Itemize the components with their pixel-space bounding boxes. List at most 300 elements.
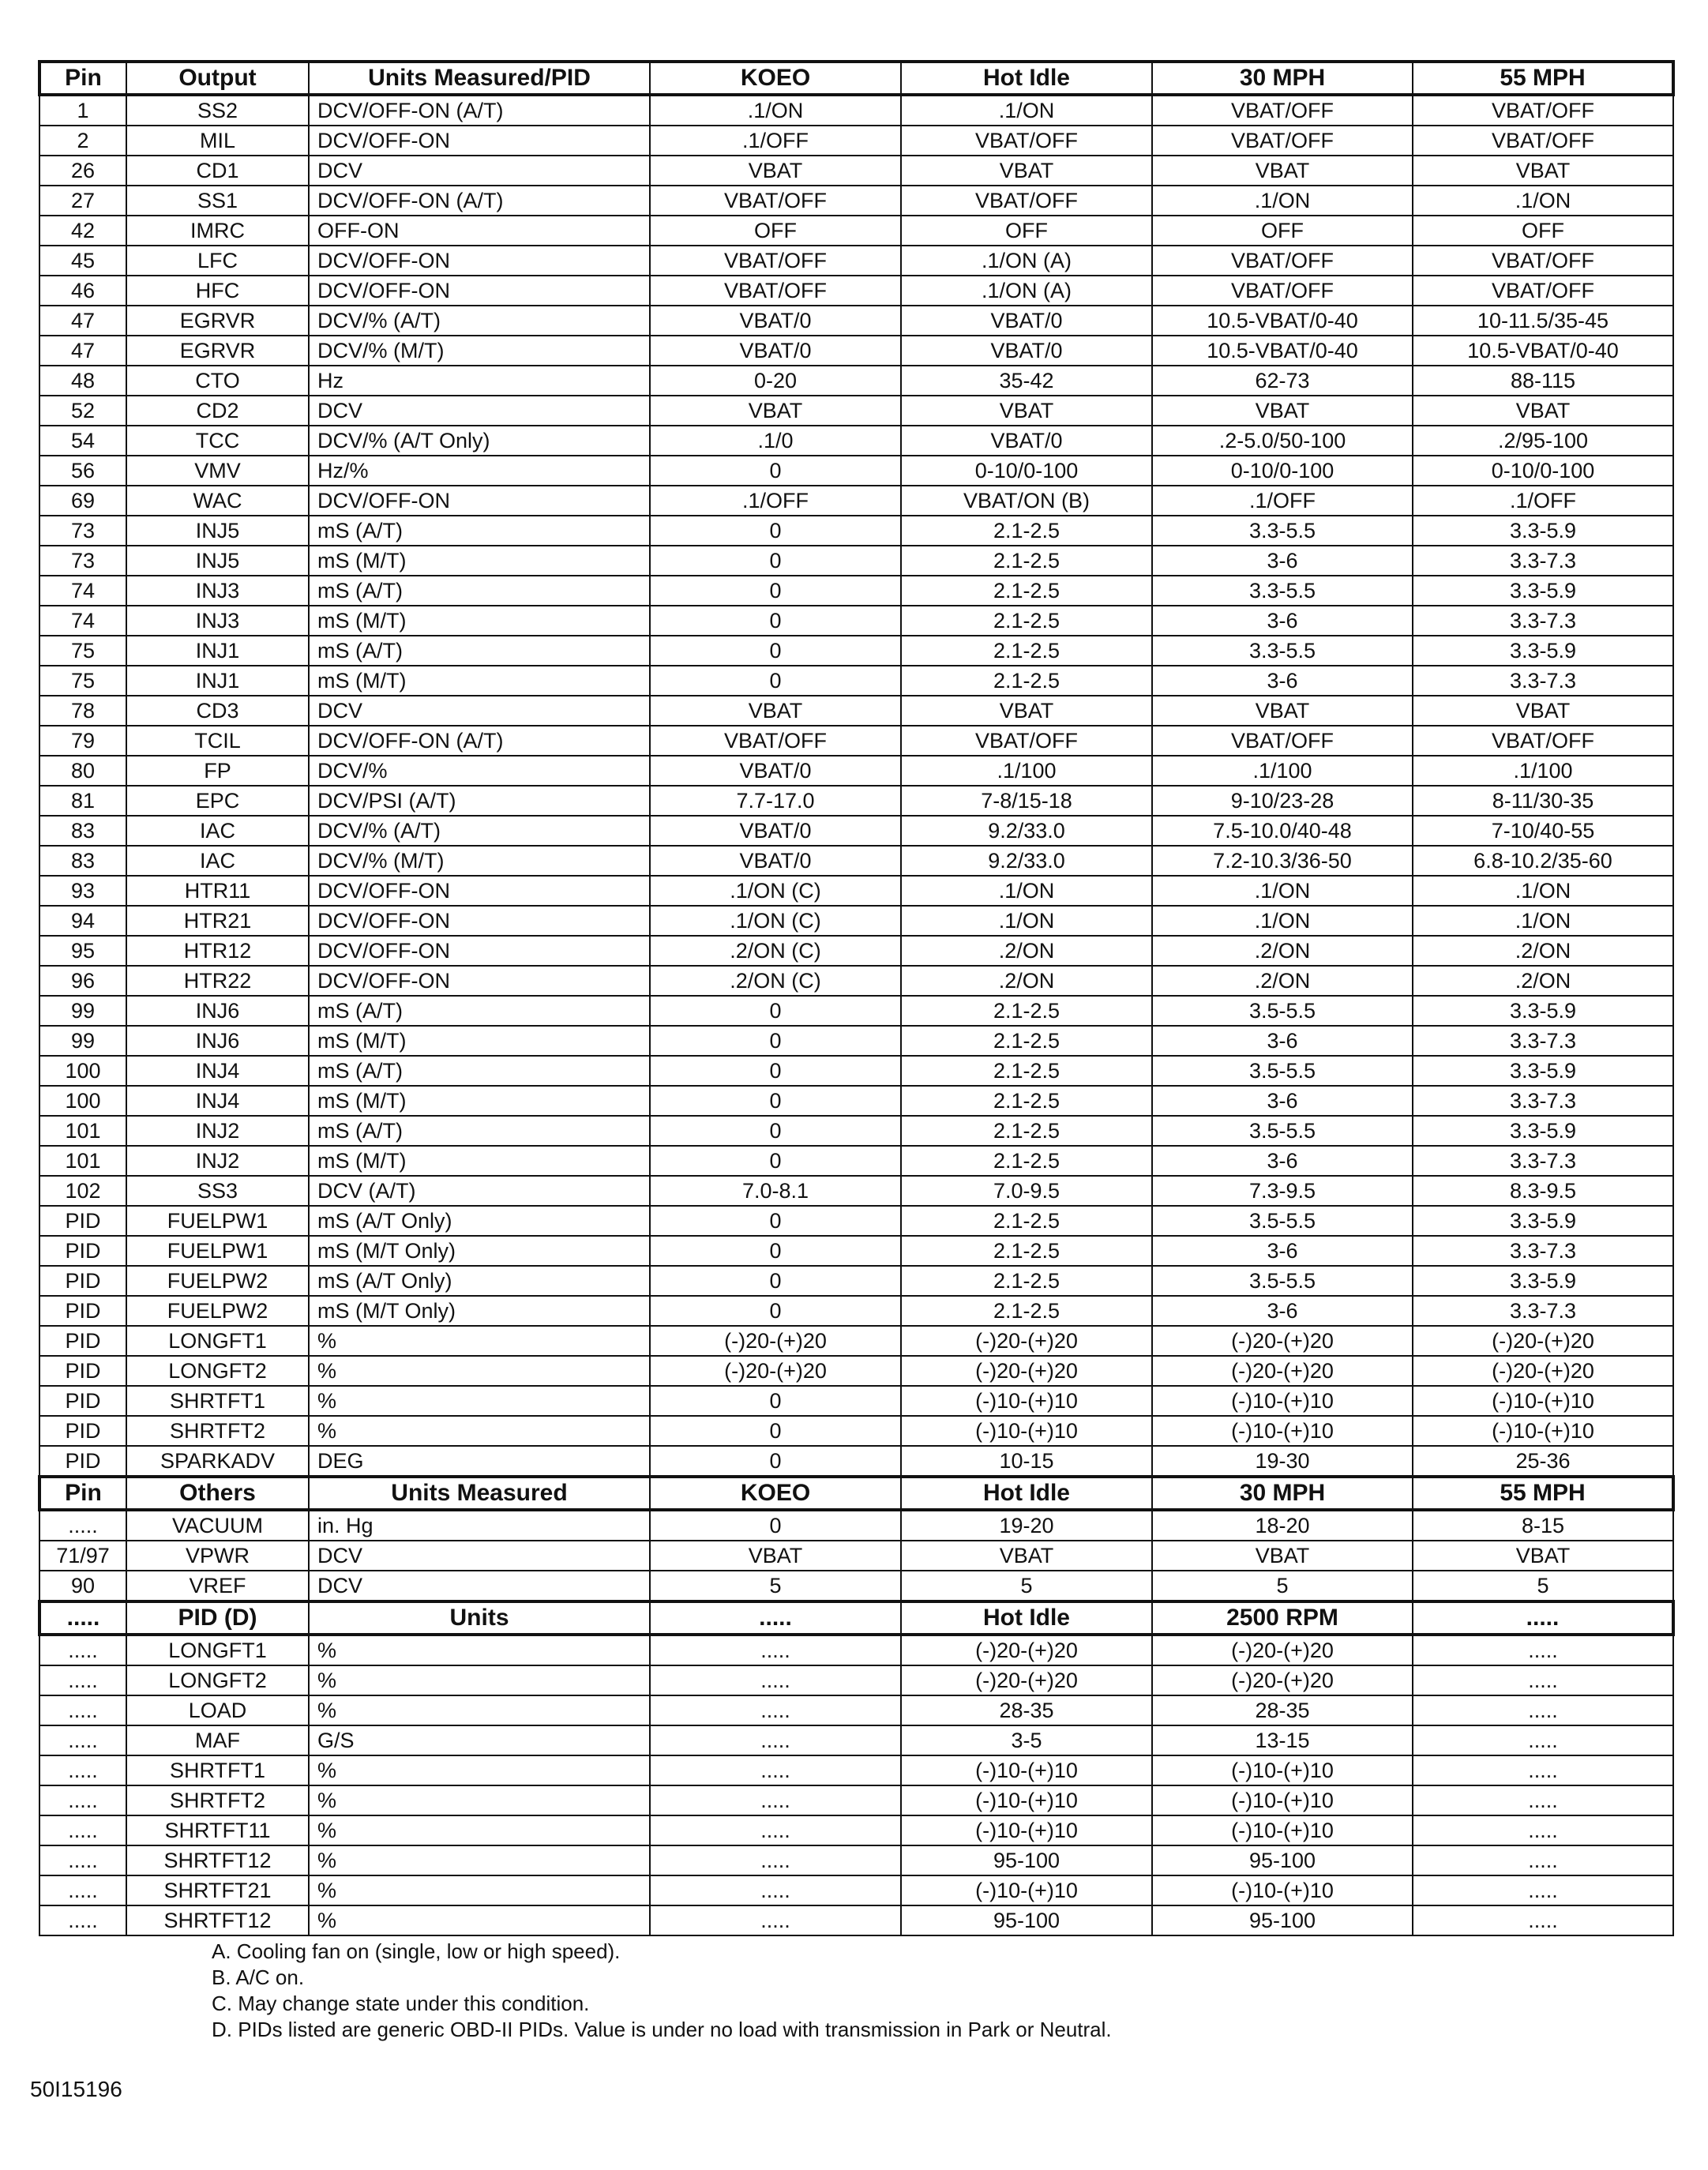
table-cell: VBAT/OFF bbox=[1152, 246, 1413, 276]
table-row bbox=[39, 966, 1673, 996]
table-cell: DCV/% (A/T Only) bbox=[309, 426, 650, 456]
table-cell: .1/100 bbox=[901, 756, 1152, 786]
table-cell: DCV/PSI (A/T) bbox=[309, 786, 650, 816]
table-cell: 0 bbox=[650, 1416, 901, 1446]
table-row bbox=[39, 906, 1673, 936]
table-cell: 73 bbox=[39, 516, 126, 546]
table-cell: .1/OFF bbox=[650, 126, 901, 156]
table-row bbox=[39, 726, 1673, 756]
table-row bbox=[39, 1206, 1673, 1236]
table-cell: IAC bbox=[126, 816, 309, 846]
table-cell: 3.3-7.3 bbox=[1413, 666, 1673, 696]
table-cell: .1/OFF bbox=[1413, 486, 1673, 516]
table-cell: 2.1-2.5 bbox=[901, 1026, 1152, 1056]
table-cell: 3.3-7.3 bbox=[1413, 546, 1673, 576]
table-cell: 3.3-5.9 bbox=[1413, 1266, 1673, 1296]
table-cell: ..... bbox=[39, 1845, 126, 1875]
table-cell: Hz bbox=[309, 366, 650, 396]
table-cell: VBAT/OFF bbox=[901, 726, 1152, 756]
table-row bbox=[39, 516, 1673, 546]
table-cell: (-)20-(+)20 bbox=[1413, 1326, 1673, 1356]
table-cell: 62-73 bbox=[1152, 366, 1413, 396]
table-cell: ..... bbox=[1413, 1875, 1673, 1905]
table-cell: DCV/% (A/T) bbox=[309, 816, 650, 846]
table-cell: 3.3-5.9 bbox=[1413, 1206, 1673, 1236]
table-cell: VBAT/0 bbox=[650, 756, 901, 786]
table-cell: 2.1-2.5 bbox=[901, 996, 1152, 1026]
table-cell: (-)10-(+)10 bbox=[1152, 1755, 1413, 1785]
table-cell: in. Hg bbox=[309, 1510, 650, 1541]
table-cell: % bbox=[309, 1416, 650, 1446]
table-cell: FUELPW1 bbox=[126, 1206, 309, 1236]
table-cell: 45 bbox=[39, 246, 126, 276]
table-row bbox=[39, 1725, 1673, 1755]
table-cell: SHRTFT2 bbox=[126, 1785, 309, 1815]
table-cell: VBAT/OFF bbox=[1152, 126, 1413, 156]
table-cell: % bbox=[309, 1785, 650, 1815]
table-cell: % bbox=[309, 1695, 650, 1725]
table-row bbox=[39, 996, 1673, 1026]
table-cell: 95-100 bbox=[1152, 1845, 1413, 1875]
table-cell: 93 bbox=[39, 876, 126, 906]
table-cell: DCV/OFF-ON bbox=[309, 876, 650, 906]
column-header: ..... bbox=[39, 1601, 126, 1635]
table-cell: (-)10-(+)10 bbox=[1413, 1416, 1673, 1446]
table-cell: 47 bbox=[39, 306, 126, 336]
table-cell: SPARKADV bbox=[126, 1446, 309, 1477]
table-cell: 2.1-2.5 bbox=[901, 606, 1152, 636]
table-cell: 3.3-5.9 bbox=[1413, 996, 1673, 1026]
table-cell: .1/ON bbox=[1413, 906, 1673, 936]
table-cell: (-)20-(+)20 bbox=[901, 1326, 1152, 1356]
table-row bbox=[39, 786, 1673, 816]
table-cell: G/S bbox=[309, 1725, 650, 1755]
table-cell: (-)10-(+)10 bbox=[901, 1785, 1152, 1815]
table-cell: 3.3-5.9 bbox=[1413, 1116, 1673, 1146]
table-cell: mS (M/T) bbox=[309, 1086, 650, 1116]
table-cell: 74 bbox=[39, 576, 126, 606]
table-cell: 3.3-5.5 bbox=[1152, 636, 1413, 666]
table-row bbox=[39, 816, 1673, 846]
table-cell: 0-10/0-100 bbox=[1413, 456, 1673, 486]
table-cell: 19-20 bbox=[901, 1510, 1152, 1541]
table-cell: VBAT/0 bbox=[901, 336, 1152, 366]
table-cell: DCV/OFF-ON bbox=[309, 276, 650, 306]
table-cell: VBAT bbox=[1152, 156, 1413, 186]
table-cell: DCV bbox=[309, 1571, 650, 1601]
table-cell: 7-8/15-18 bbox=[901, 786, 1152, 816]
table-cell: MAF bbox=[126, 1725, 309, 1755]
table-cell: 13-15 bbox=[1152, 1725, 1413, 1755]
table-cell: 3-6 bbox=[1152, 1086, 1413, 1116]
table-cell: VBAT/0 bbox=[650, 816, 901, 846]
table-cell: % bbox=[309, 1356, 650, 1386]
table-cell: DCV/% (M/T) bbox=[309, 336, 650, 366]
table-cell: ..... bbox=[650, 1785, 901, 1815]
table-cell: ..... bbox=[39, 1875, 126, 1905]
table-row bbox=[39, 276, 1673, 306]
table-cell: 0-10/0-100 bbox=[901, 456, 1152, 486]
table-cell: 3-6 bbox=[1152, 1026, 1413, 1056]
table-cell: 75 bbox=[39, 666, 126, 696]
table-cell: .1/ON bbox=[1152, 186, 1413, 216]
table-cell: ..... bbox=[39, 1755, 126, 1785]
table-cell: CD1 bbox=[126, 156, 309, 186]
table-cell: 0 bbox=[650, 996, 901, 1026]
table-cell: VBAT bbox=[1413, 696, 1673, 726]
table-cell: (-)20-(+)20 bbox=[650, 1326, 901, 1356]
table-row bbox=[39, 936, 1673, 966]
table-cell: LONGFT2 bbox=[126, 1356, 309, 1386]
table-cell: PID bbox=[39, 1206, 126, 1236]
table-cell: 0 bbox=[650, 1386, 901, 1416]
table-cell: 78 bbox=[39, 696, 126, 726]
table-cell: LONGFT2 bbox=[126, 1665, 309, 1695]
table-cell: 83 bbox=[39, 846, 126, 876]
table-cell: 2 bbox=[39, 126, 126, 156]
table-cell: PID bbox=[39, 1356, 126, 1386]
table-cell: 0 bbox=[650, 1296, 901, 1326]
table-row bbox=[39, 1571, 1673, 1601]
table-cell: 75 bbox=[39, 636, 126, 666]
table-cell: 3-5 bbox=[901, 1725, 1152, 1755]
table-cell: SS1 bbox=[126, 186, 309, 216]
table-cell: DCV/OFF-ON (A/T) bbox=[309, 95, 650, 126]
table-cell: VBAT/OFF bbox=[650, 186, 901, 216]
table-cell: DCV/OFF-ON bbox=[309, 246, 650, 276]
table-cell: ..... bbox=[1413, 1845, 1673, 1875]
table-row bbox=[39, 1116, 1673, 1146]
table-row bbox=[39, 1356, 1673, 1386]
table-cell: (-)20-(+)20 bbox=[1152, 1635, 1413, 1665]
table-cell: 0 bbox=[650, 1146, 901, 1176]
table-row bbox=[39, 1236, 1673, 1266]
table-cell: 3.3-5.5 bbox=[1152, 576, 1413, 606]
table-cell: OFF bbox=[1413, 216, 1673, 246]
table-cell: ..... bbox=[39, 1510, 126, 1541]
table-cell: SS2 bbox=[126, 95, 309, 126]
table-cell: mS (A/T) bbox=[309, 576, 650, 606]
table-cell: OFF-ON bbox=[309, 216, 650, 246]
table-cell: LONGFT1 bbox=[126, 1635, 309, 1665]
table-cell: 46 bbox=[39, 276, 126, 306]
table-row bbox=[39, 606, 1673, 636]
table-cell: .2/ON (C) bbox=[650, 936, 901, 966]
table-cell: .2/ON (C) bbox=[650, 966, 901, 996]
figure-id: 50I15196 bbox=[30, 2077, 122, 2101]
table-cell: INJ2 bbox=[126, 1116, 309, 1146]
table-cell: mS (M/T) bbox=[309, 606, 650, 636]
table-cell: ..... bbox=[39, 1665, 126, 1695]
table-row bbox=[39, 456, 1673, 486]
table-cell: .1/ON (A) bbox=[901, 246, 1152, 276]
table-cell: ..... bbox=[1413, 1755, 1673, 1785]
table-cell: VBAT/OFF bbox=[1413, 246, 1673, 276]
table-cell: 0 bbox=[650, 1026, 901, 1056]
table-cell: % bbox=[309, 1755, 650, 1785]
table-cell: 10-15 bbox=[901, 1446, 1152, 1477]
table-cell: 2.1-2.5 bbox=[901, 1086, 1152, 1116]
table-cell: INJ2 bbox=[126, 1146, 309, 1176]
table-row bbox=[39, 1326, 1673, 1356]
table-cell: 100 bbox=[39, 1056, 126, 1086]
table-cell: 3-6 bbox=[1152, 606, 1413, 636]
section-header-row bbox=[39, 1477, 1673, 1510]
table-cell: VBAT bbox=[650, 156, 901, 186]
table-cell: 101 bbox=[39, 1116, 126, 1146]
table-row bbox=[39, 216, 1673, 246]
table-cell: 6.8-10.2/35-60 bbox=[1413, 846, 1673, 876]
table-cell: mS (A/T) bbox=[309, 1116, 650, 1146]
table-cell: 81 bbox=[39, 786, 126, 816]
table-row bbox=[39, 1695, 1673, 1725]
table-cell: 2.1-2.5 bbox=[901, 1056, 1152, 1086]
table-cell: LFC bbox=[126, 246, 309, 276]
table-cell: 99 bbox=[39, 996, 126, 1026]
table-cell: 28-35 bbox=[1152, 1695, 1413, 1725]
table-cell: 90 bbox=[39, 1571, 126, 1601]
table-cell: 3-6 bbox=[1152, 1296, 1413, 1326]
table-row bbox=[39, 1086, 1673, 1116]
table-cell: 7.7-17.0 bbox=[650, 786, 901, 816]
table-row bbox=[39, 1266, 1673, 1296]
table-cell: mS (A/T) bbox=[309, 516, 650, 546]
table-cell: .1/OFF bbox=[650, 486, 901, 516]
table-cell: CD3 bbox=[126, 696, 309, 726]
table-cell: mS (A/T) bbox=[309, 996, 650, 1026]
table-cell: 0-20 bbox=[650, 366, 901, 396]
table-cell: (-)10-(+)10 bbox=[1152, 1875, 1413, 1905]
table-cell: 10.5-VBAT/0-40 bbox=[1152, 336, 1413, 366]
table-cell: (-)20-(+)20 bbox=[901, 1665, 1152, 1695]
table-cell: .1/ON (C) bbox=[650, 876, 901, 906]
table-cell: 0 bbox=[650, 576, 901, 606]
table-cell: SHRTFT21 bbox=[126, 1875, 309, 1905]
table-cell: 5 bbox=[1413, 1571, 1673, 1601]
table-cell: DCV/OFF-ON bbox=[309, 906, 650, 936]
table-cell: (-)10-(+)10 bbox=[1152, 1386, 1413, 1416]
table-cell: (-)20-(+)20 bbox=[1413, 1356, 1673, 1386]
table-row bbox=[39, 1446, 1673, 1477]
table-cell: 3.3-7.3 bbox=[1413, 1146, 1673, 1176]
column-header: 55 MPH bbox=[1413, 62, 1673, 95]
table-cell: 25-36 bbox=[1413, 1446, 1673, 1477]
table-cell: 5 bbox=[1152, 1571, 1413, 1601]
table-cell: VBAT bbox=[650, 1541, 901, 1571]
table-cell: 5 bbox=[901, 1571, 1152, 1601]
table-cell: DCV bbox=[309, 696, 650, 726]
table-cell: .2/ON bbox=[901, 966, 1152, 996]
table-cell: OFF bbox=[1152, 216, 1413, 246]
table-cell: PID bbox=[39, 1386, 126, 1416]
table-row bbox=[39, 576, 1673, 606]
table-cell: VBAT/OFF bbox=[1413, 276, 1673, 306]
table-cell: VBAT bbox=[650, 696, 901, 726]
footnote-d: D. PIDs listed are generic OBD-II PIDs. Value is under no load with transmission in Park or Neutral. bbox=[212, 2018, 1112, 2041]
table-cell: .1/ON bbox=[650, 95, 901, 126]
table-cell: 3.3-5.5 bbox=[1152, 516, 1413, 546]
table-cell: 7.5-10.0/40-48 bbox=[1152, 816, 1413, 846]
table-cell: 2.1-2.5 bbox=[901, 1296, 1152, 1326]
table-cell: 99 bbox=[39, 1026, 126, 1056]
column-header: 55 MPH bbox=[1413, 1477, 1673, 1510]
table-row bbox=[39, 1510, 1673, 1541]
table-cell: INJ3 bbox=[126, 606, 309, 636]
table-row bbox=[39, 95, 1673, 126]
table-cell: PID bbox=[39, 1446, 126, 1477]
table-cell: INJ6 bbox=[126, 996, 309, 1026]
table-cell: DCV bbox=[309, 156, 650, 186]
table-cell: 8-15 bbox=[1413, 1510, 1673, 1541]
table-cell: DEG bbox=[309, 1446, 650, 1477]
table-cell: .1/100 bbox=[1413, 756, 1673, 786]
table-cell: ..... bbox=[650, 1905, 901, 1935]
table-cell: mS (A/T Only) bbox=[309, 1266, 650, 1296]
table-cell: OFF bbox=[650, 216, 901, 246]
table-cell: DCV/OFF-ON bbox=[309, 936, 650, 966]
table-cell: 52 bbox=[39, 396, 126, 426]
table-cell: PID bbox=[39, 1296, 126, 1326]
table-cell: 95 bbox=[39, 936, 126, 966]
table-cell: 2.1-2.5 bbox=[901, 1236, 1152, 1266]
table-cell: INJ6 bbox=[126, 1026, 309, 1056]
table-cell: VBAT bbox=[1152, 396, 1413, 426]
table-cell: ..... bbox=[650, 1725, 901, 1755]
table-cell: 0 bbox=[650, 1116, 901, 1146]
table-cell: VBAT bbox=[1413, 156, 1673, 186]
table-row bbox=[39, 426, 1673, 456]
table-cell: 3-6 bbox=[1152, 1146, 1413, 1176]
table-cell: mS (M/T) bbox=[309, 1026, 650, 1056]
table-cell: SS3 bbox=[126, 1176, 309, 1206]
table-cell: .1/0 bbox=[650, 426, 901, 456]
table-cell: 88-115 bbox=[1413, 366, 1673, 396]
table-cell: 3.3-7.3 bbox=[1413, 1296, 1673, 1326]
table-cell: 2.1-2.5 bbox=[901, 1206, 1152, 1236]
table-cell: (-)10-(+)10 bbox=[1413, 1386, 1673, 1416]
table-cell: .2-5.0/50-100 bbox=[1152, 426, 1413, 456]
table-row bbox=[39, 636, 1673, 666]
table-cell: INJ5 bbox=[126, 516, 309, 546]
column-header: Units bbox=[309, 1601, 650, 1635]
column-header: KOEO bbox=[650, 1477, 901, 1510]
table-cell: .1/ON bbox=[1152, 876, 1413, 906]
table-cell: ..... bbox=[1413, 1905, 1673, 1935]
table-cell: 0 bbox=[650, 1446, 901, 1477]
table-cell: (-)10-(+)10 bbox=[901, 1875, 1152, 1905]
table-cell: (-)20-(+)20 bbox=[1152, 1326, 1413, 1356]
table-cell: 0 bbox=[650, 516, 901, 546]
table-cell: VBAT/OFF bbox=[1152, 95, 1413, 126]
column-header: Hot Idle bbox=[901, 1477, 1152, 1510]
column-header: KOEO bbox=[650, 62, 901, 95]
table-cell: ..... bbox=[39, 1635, 126, 1665]
table-cell: (-)10-(+)10 bbox=[901, 1386, 1152, 1416]
table-cell: ..... bbox=[650, 1755, 901, 1785]
table-cell: 3.3-7.3 bbox=[1413, 1236, 1673, 1266]
table-cell: ..... bbox=[1413, 1815, 1673, 1845]
table-cell: 54 bbox=[39, 426, 126, 456]
table-cell: 2.1-2.5 bbox=[901, 516, 1152, 546]
table-cell: 0 bbox=[650, 546, 901, 576]
table-row bbox=[39, 336, 1673, 366]
table-cell: VBAT bbox=[1152, 696, 1413, 726]
table-cell: FUELPW2 bbox=[126, 1296, 309, 1326]
table-cell: 94 bbox=[39, 906, 126, 936]
table-cell: VBAT/0 bbox=[901, 306, 1152, 336]
table-cell: VBAT/OFF bbox=[1152, 726, 1413, 756]
table-cell: % bbox=[309, 1326, 650, 1356]
table-cell: mS (A/T) bbox=[309, 1056, 650, 1086]
table-cell: 7.0-8.1 bbox=[650, 1176, 901, 1206]
table-cell: 56 bbox=[39, 456, 126, 486]
column-header: Hot Idle bbox=[901, 62, 1152, 95]
table-cell: SHRTFT12 bbox=[126, 1905, 309, 1935]
column-header: Hot Idle bbox=[901, 1601, 1152, 1635]
table-cell: CTO bbox=[126, 366, 309, 396]
table-cell: VACUUM bbox=[126, 1510, 309, 1541]
table-cell: .2/ON bbox=[1152, 966, 1413, 996]
column-header: 30 MPH bbox=[1152, 62, 1413, 95]
table-cell: ..... bbox=[1413, 1665, 1673, 1695]
table-cell: CD2 bbox=[126, 396, 309, 426]
table-cell: DCV/% bbox=[309, 756, 650, 786]
table-cell: Hz/% bbox=[309, 456, 650, 486]
table-cell: HFC bbox=[126, 276, 309, 306]
table-cell: .1/100 bbox=[1152, 756, 1413, 786]
table-cell: HTR22 bbox=[126, 966, 309, 996]
table-row bbox=[39, 1905, 1673, 1935]
table-cell: DCV bbox=[309, 1541, 650, 1571]
table-cell: PID bbox=[39, 1416, 126, 1446]
table-cell: .1/ON (A) bbox=[901, 276, 1152, 306]
table-cell: SHRTFT2 bbox=[126, 1416, 309, 1446]
table-cell: 101 bbox=[39, 1146, 126, 1176]
table-cell: ..... bbox=[650, 1695, 901, 1725]
column-header: Pin bbox=[39, 62, 126, 95]
table-cell: 3-6 bbox=[1152, 1236, 1413, 1266]
table-cell: FUELPW1 bbox=[126, 1236, 309, 1266]
pcm-reference-table bbox=[38, 60, 1675, 1936]
table-cell: VBAT/OFF bbox=[650, 246, 901, 276]
table-cell: 80 bbox=[39, 756, 126, 786]
table-cell: DCV/OFF-ON bbox=[309, 486, 650, 516]
table-cell: 0 bbox=[650, 1056, 901, 1086]
table-cell: VBAT/0 bbox=[650, 306, 901, 336]
table-cell: 7-10/40-55 bbox=[1413, 816, 1673, 846]
table-cell: 73 bbox=[39, 546, 126, 576]
table-cell: DCV/OFF-ON bbox=[309, 966, 650, 996]
table-cell: MIL bbox=[126, 126, 309, 156]
table-row bbox=[39, 1635, 1673, 1665]
table-cell: 7.0-9.5 bbox=[901, 1176, 1152, 1206]
table-cell: VBAT/OFF bbox=[650, 276, 901, 306]
table-cell: IAC bbox=[126, 846, 309, 876]
table-cell: 96 bbox=[39, 966, 126, 996]
table-cell: 0 bbox=[650, 636, 901, 666]
table-cell: .1/ON bbox=[901, 906, 1152, 936]
column-header: 30 MPH bbox=[1152, 1477, 1413, 1510]
table-cell: 0 bbox=[650, 1086, 901, 1116]
table-cell: VBAT bbox=[650, 396, 901, 426]
table-cell: VBAT bbox=[1413, 1541, 1673, 1571]
table-cell: VBAT/OFF bbox=[1413, 726, 1673, 756]
table-cell: 3.5-5.5 bbox=[1152, 1206, 1413, 1236]
table-cell: .1/ON bbox=[901, 95, 1152, 126]
table-row bbox=[39, 1665, 1673, 1695]
table-cell: 47 bbox=[39, 336, 126, 366]
table-cell: % bbox=[309, 1905, 650, 1935]
